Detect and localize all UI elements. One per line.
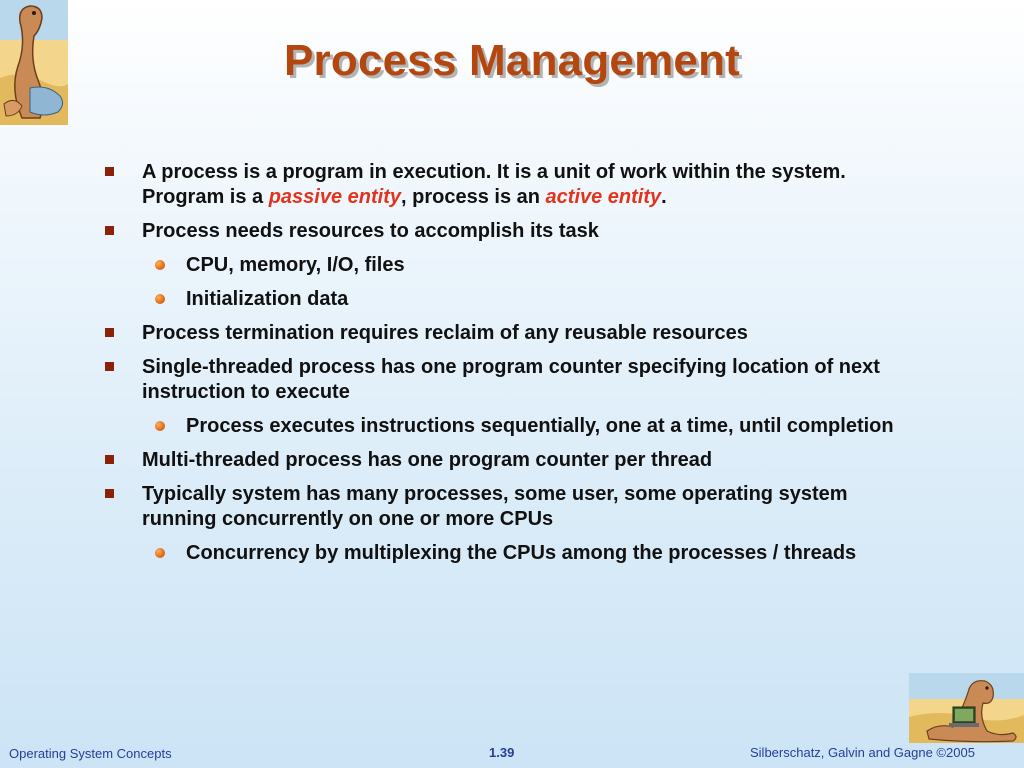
sub-bullet-text: CPU, memory, I/O, files: [186, 254, 405, 276]
square-bullet-icon: [105, 226, 114, 235]
bullet-item: [104, 321, 924, 346]
bullet-text: , process is an: [401, 186, 546, 208]
bullet-text: Multi-threaded process has one program counter per thread: [142, 449, 713, 471]
round-bullet-icon: [155, 260, 165, 270]
round-bullet-icon: [155, 421, 165, 431]
square-bullet-icon: [105, 362, 114, 371]
sub-bullet-text: Initialization data: [186, 288, 349, 310]
bullet-item: [104, 448, 924, 473]
sub-bullet-text: Concurrency by multiplexing the CPUs among the processes / threads: [186, 542, 857, 564]
square-bullet-icon: [105, 455, 114, 464]
footer-course-title: Operating System Concepts: [9, 746, 172, 761]
bullet-text: A process is a program in execution. It is a unit of work within the system. Program is a: [142, 161, 846, 208]
sub-bullet-item: [104, 253, 924, 278]
bullet-item: [104, 160, 924, 210]
bullet-item: [104, 482, 924, 532]
sub-bullet-text: Process executes instructions sequentially, one at a time, until completion: [186, 415, 894, 437]
round-bullet-icon: [155, 294, 165, 304]
dinosaur-laptop-illustration: [909, 673, 1024, 743]
square-bullet-icon: [105, 489, 114, 498]
bullet-text: Process termination requires reclaim of any reusable resources: [142, 322, 748, 344]
bullet-text: Process needs resources to accomplish its task: [142, 220, 599, 242]
sub-bullet-item: [104, 541, 924, 566]
bullet-item: [104, 355, 924, 405]
round-bullet-icon: [155, 548, 165, 558]
sub-bullet-item: [104, 287, 924, 312]
bullet-text: .: [661, 186, 667, 208]
bullet-list: [104, 160, 924, 575]
passive-entity-term: passive entity: [268, 186, 402, 208]
footer-slide-number: 1.39: [489, 745, 515, 760]
square-bullet-icon: [105, 328, 114, 337]
bullet-item: [104, 219, 924, 244]
active-entity-term: active entity: [545, 186, 662, 208]
slide-title: Process Management: [284, 36, 740, 85]
bullet-text: Typically system has many processes, some user, some operating system running concurrently on one or more CPUs: [142, 483, 848, 530]
footer-copyright: Silberschatz, Galvin and Gagne ©2005: [750, 745, 975, 760]
sub-bullet-item: [104, 414, 924, 439]
square-bullet-icon: [105, 167, 114, 176]
bullet-text: Single-threaded process has one program counter specifying location of next instruction to execute: [142, 356, 880, 403]
